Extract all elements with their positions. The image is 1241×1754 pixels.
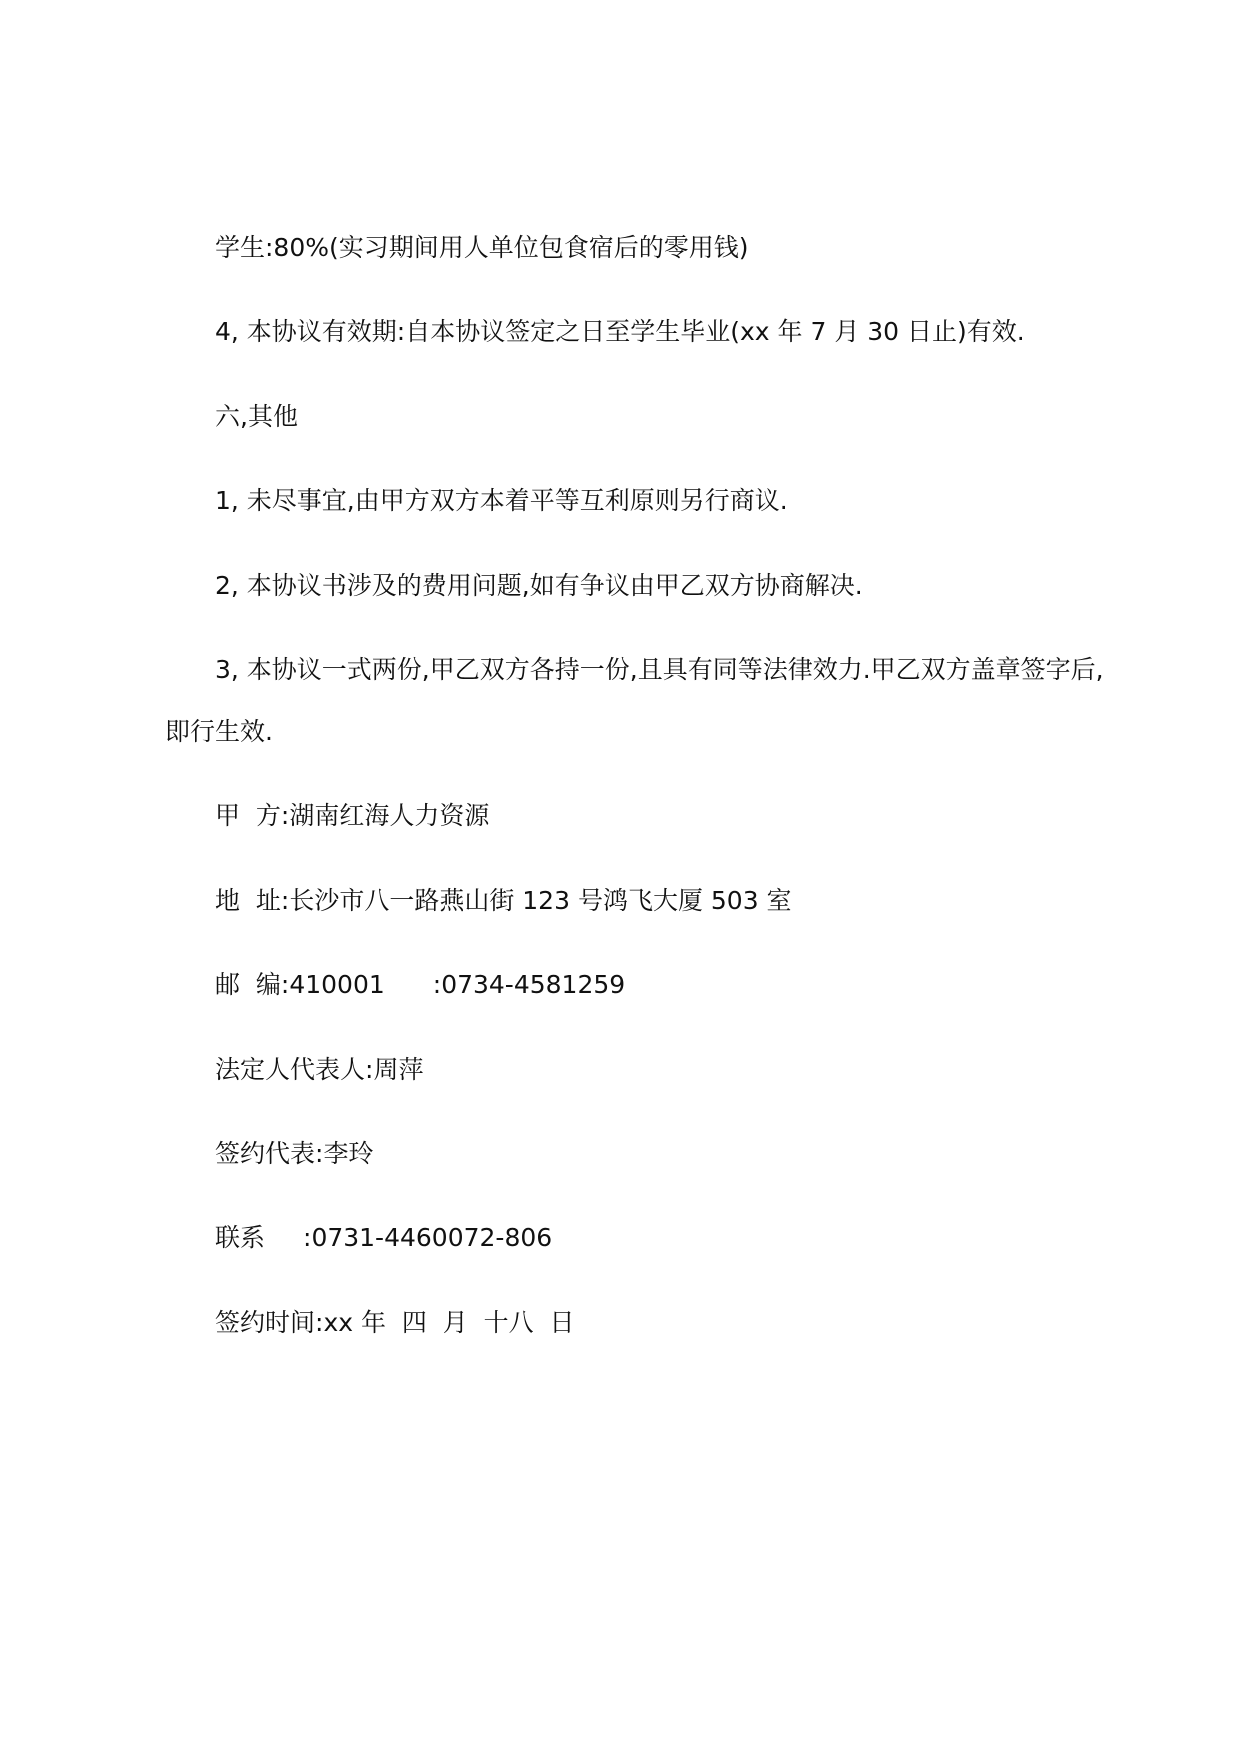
postcode-line <box>215 969 625 1001</box>
postcode-label: 邮 编: <box>215 970 290 999</box>
address-label: 地 址: <box>215 886 290 915</box>
address-line <box>215 885 792 917</box>
signing-rep-value: 李玲 <box>323 1139 374 1168</box>
line-other-clause-3: 3, 本协议一式两份,甲乙双方各持一份,且具有同等法律效力.甲乙双方盖章签字后, <box>215 655 1104 684</box>
signing-time-value: xx 年 四 月 十八 日 <box>323 1308 575 1337</box>
line-student-share: 学生:80%(实习期间用人单位包食宿后的零用钱) <box>215 233 749 262</box>
contact-line <box>215 1222 552 1254</box>
contact-label: 联系 <box>215 1223 266 1252</box>
signing-time-line <box>215 1307 575 1339</box>
signing-rep-label: 签约代表: <box>215 1139 324 1168</box>
line-other-clause-1: 1, 未尽事宜,由甲方双方本着平等互利原则另行商议. <box>215 486 788 515</box>
party-a-value: 湖南红海人力资源 <box>289 801 490 830</box>
legal-rep-value: 周萍 <box>373 1055 424 1084</box>
postcode-value: 410001 <box>289 970 385 999</box>
line-other-clause-2: 2, 本协议书涉及的费用问题,如有争议由甲乙双方协商解决. <box>215 571 863 600</box>
party-a-line <box>215 800 489 832</box>
party-a-label: 甲 方: <box>215 801 290 830</box>
contact-value: :0731-4460072-806 <box>303 1223 553 1252</box>
section-heading-other: 六,其他 <box>215 402 298 431</box>
legal-rep-line <box>215 1054 423 1086</box>
legal-rep-label: 法定人代表人: <box>215 1055 374 1084</box>
signing-rep-line <box>215 1138 373 1170</box>
line-other-clause-3-cont: 即行生效. <box>165 717 273 746</box>
address-value: 长沙市八一路燕山街 123 号鸿飞大厦 503 室 <box>289 886 792 915</box>
line-clause-4-validity: 4, 本协议有效期:自本协议签定之日至学生毕业(xx 年 7 月 30 日止)有效. <box>215 317 1025 346</box>
phone-value: :0734-4581259 <box>432 970 626 999</box>
signing-time-label: 签约时间: <box>215 1308 324 1337</box>
